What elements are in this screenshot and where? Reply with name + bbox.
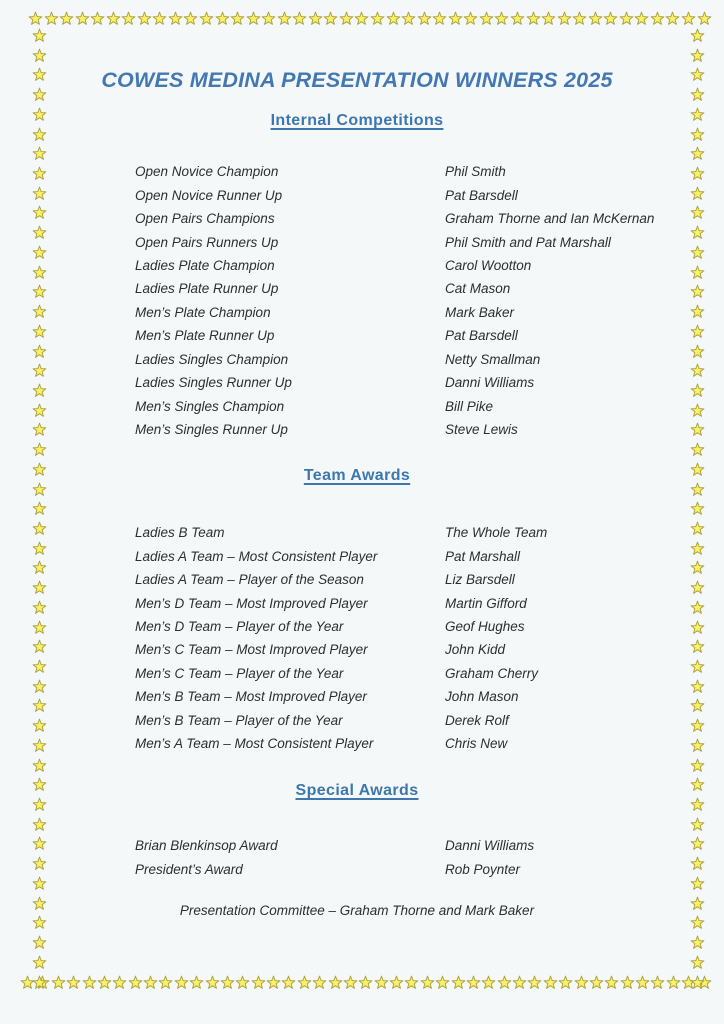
award-label: Men’s Singles Runner Up <box>135 422 288 438</box>
award-winner: Bill Pike <box>445 398 494 414</box>
award-winner: Graham Thorne and Ian McKernan <box>445 211 655 227</box>
star-icon <box>230 11 245 26</box>
award-label: Ladies A Team – Most Consistent Player <box>135 548 378 564</box>
star-icon <box>634 11 649 26</box>
star-icon <box>152 11 167 26</box>
star-icon <box>297 975 312 990</box>
award-winner: Geof Hughes <box>445 618 525 634</box>
star-icon <box>168 11 183 26</box>
section-heading-internal-competitions: Internal Competitions <box>270 112 444 129</box>
award-winner: Derek Rolf <box>445 712 509 728</box>
award-label: Ladies Singles Champion <box>135 351 289 367</box>
award-row <box>0 207 724 230</box>
award-label: Brian Blenkinsop Award <box>135 838 278 854</box>
star-icon <box>44 11 59 26</box>
star-icon <box>32 48 47 63</box>
award-row <box>0 301 724 324</box>
star-icon <box>158 975 173 990</box>
star-icon <box>386 11 401 26</box>
star-icon <box>205 975 220 990</box>
star-icon <box>665 11 680 26</box>
star-icon <box>401 11 416 26</box>
star-icon <box>481 975 496 990</box>
star-icon <box>389 975 404 990</box>
star-icon <box>404 975 419 990</box>
award-row <box>0 544 724 567</box>
award-label: Men’s B Team – Most Improved Player <box>135 689 367 705</box>
section-heading-team-awards: Team Awards <box>303 467 411 484</box>
award-row <box>0 685 724 708</box>
award-label: Men’s Singles Champion <box>135 398 285 414</box>
award-winner: Danni Williams <box>445 375 535 391</box>
star-icon <box>635 975 650 990</box>
star-icon <box>199 11 214 26</box>
star-border-bottom <box>20 974 712 990</box>
star-icon <box>432 11 447 26</box>
star-icon <box>690 28 705 43</box>
award-label: Men’s C Team – Most Improved Player <box>135 642 368 658</box>
star-icon <box>650 11 665 26</box>
section-heading-special-awards: Special Awards <box>295 782 419 799</box>
award-label: Ladies A Team – Player of the Season <box>135 572 364 588</box>
star-icon <box>603 11 618 26</box>
star-icon <box>75 11 90 26</box>
star-icon <box>435 975 450 990</box>
star-icon <box>90 11 105 26</box>
star-icon <box>690 975 705 990</box>
award-label: Open Pairs Runners Up <box>135 234 279 250</box>
award-row <box>0 394 724 417</box>
award-winner: John Kidd <box>445 642 506 658</box>
award-winner: Pat Marshall <box>445 548 521 564</box>
award-winner: Mark Baker <box>445 304 515 320</box>
star-icon <box>215 11 230 26</box>
star-icon <box>121 11 136 26</box>
star-icon <box>690 955 705 970</box>
award-row <box>0 834 724 857</box>
award-label: Men’s C Team – Player of the Year <box>135 665 344 681</box>
star-icon <box>697 11 712 26</box>
star-icon <box>543 975 558 990</box>
star-icon <box>59 11 74 26</box>
star-icon <box>189 975 204 990</box>
award-row <box>0 662 724 685</box>
star-icon <box>681 11 696 26</box>
star-icon <box>143 975 158 990</box>
star-icon <box>690 935 705 950</box>
page-title: COWES MEDINA PRESENTATION WINNERS 2025 <box>101 68 613 92</box>
award-row <box>0 160 724 183</box>
award-winner: Martin Gifford <box>445 595 527 611</box>
award-row <box>0 615 724 638</box>
star-icon <box>690 817 705 832</box>
star-border-top <box>28 10 712 26</box>
award-row <box>0 638 724 661</box>
award-label: Open Novice Runner Up <box>135 187 283 203</box>
award-winner: Graham Cherry <box>445 665 539 681</box>
star-icon <box>32 758 47 773</box>
award-label: Men’s A Team – Most Consistent Player <box>135 736 374 752</box>
star-icon <box>588 11 603 26</box>
special-awards-rows <box>0 834 724 881</box>
award-label: Ladies B Team <box>135 525 225 541</box>
star-icon <box>277 11 292 26</box>
star-icon <box>266 975 281 990</box>
star-icon <box>323 11 338 26</box>
star-icon <box>174 975 189 990</box>
star-icon <box>82 975 97 990</box>
star-icon <box>512 975 527 990</box>
award-row <box>0 709 724 732</box>
star-icon <box>374 975 389 990</box>
star-icon <box>235 975 250 990</box>
award-winner: Chris New <box>445 736 508 752</box>
award-winner: Danni Williams <box>445 838 535 854</box>
star-icon <box>183 11 198 26</box>
star-icon <box>650 975 665 990</box>
star-icon <box>541 11 556 26</box>
award-winner: Pat Barsdell <box>445 328 518 344</box>
star-icon <box>448 11 463 26</box>
star-icon <box>32 975 47 990</box>
award-label: Men’s Plate Runner Up <box>135 328 275 344</box>
award-row <box>0 324 724 347</box>
award-label: Open Novice Champion <box>135 164 279 180</box>
star-icon <box>339 11 354 26</box>
star-icon <box>343 975 358 990</box>
star-icon <box>66 975 81 990</box>
award-label: Men’s B Team – Player of the Year <box>135 712 343 728</box>
star-icon <box>32 442 47 457</box>
star-icon <box>526 11 541 26</box>
star-icon <box>292 11 307 26</box>
star-icon <box>32 955 47 970</box>
star-icon <box>112 975 127 990</box>
star-icon <box>510 11 525 26</box>
star-icon <box>220 975 235 990</box>
star-icon <box>28 11 43 26</box>
star-icon <box>246 11 261 26</box>
star-icon <box>527 975 542 990</box>
award-winner: The Whole Team <box>445 525 548 541</box>
star-icon <box>557 11 572 26</box>
star-icon <box>281 975 296 990</box>
award-row <box>0 857 724 880</box>
award-label: Ladies Singles Runner Up <box>135 375 292 391</box>
star-icon <box>354 11 369 26</box>
award-row <box>0 521 724 544</box>
star-icon <box>328 975 343 990</box>
star-icon <box>666 975 681 990</box>
star-icon <box>690 442 705 457</box>
star-icon <box>572 11 587 26</box>
star-icon <box>370 11 385 26</box>
star-icon <box>358 975 373 990</box>
award-winner: Liz Barsdell <box>445 572 515 588</box>
star-icon <box>97 975 112 990</box>
award-winner: Rob Poynter <box>445 861 521 877</box>
star-icon <box>558 975 573 990</box>
star-icon <box>251 975 266 990</box>
award-label: President’s Award <box>135 861 243 877</box>
award-label: Open Pairs Champions <box>135 211 275 227</box>
star-icon <box>690 501 705 516</box>
star-icon <box>466 975 481 990</box>
award-row <box>0 348 724 371</box>
award-label: Ladies Plate Runner Up <box>135 281 279 297</box>
star-icon <box>574 975 589 990</box>
award-label: Men’s Plate Champion <box>135 304 271 320</box>
star-icon <box>32 935 47 950</box>
star-icon <box>619 11 634 26</box>
award-row <box>0 183 724 206</box>
star-icon <box>497 975 512 990</box>
award-row <box>0 371 724 394</box>
star-icon <box>451 975 466 990</box>
star-icon <box>312 975 327 990</box>
award-label: Men’s D Team – Most Improved Player <box>135 595 368 611</box>
star-icon <box>420 975 435 990</box>
star-icon <box>620 975 635 990</box>
star-icon <box>479 11 494 26</box>
committee-line: Presentation Committee – Graham Thorne and Mark Baker <box>179 903 535 918</box>
award-row <box>0 230 724 253</box>
star-icon <box>32 817 47 832</box>
award-row <box>0 591 724 614</box>
award-row <box>0 277 724 300</box>
star-icon <box>463 11 478 26</box>
team-awards-rows <box>0 521 724 755</box>
star-icon <box>690 48 705 63</box>
star-icon <box>604 975 619 990</box>
award-winner: Pat Barsdell <box>445 187 518 203</box>
award-winner: Netty Smallman <box>445 351 541 367</box>
award-row <box>0 418 724 441</box>
star-icon <box>128 975 143 990</box>
star-icon <box>137 11 152 26</box>
star-icon <box>106 11 121 26</box>
star-icon <box>690 758 705 773</box>
award-label: Ladies Plate Champion <box>135 257 275 273</box>
internal-competitions-rows <box>0 160 724 441</box>
award-winner: John Mason <box>445 689 519 705</box>
star-icon <box>32 28 47 43</box>
award-row <box>0 568 724 591</box>
award-winner: Phil Smith <box>445 164 506 180</box>
star-icon <box>261 11 276 26</box>
star-icon <box>494 11 509 26</box>
award-winner: Steve Lewis <box>445 422 518 438</box>
award-winner: Carol Wootton <box>445 257 532 273</box>
star-icon <box>308 11 323 26</box>
award-row <box>0 254 724 277</box>
award-label: Men’s D Team – Player of the Year <box>135 618 344 634</box>
star-icon <box>51 975 66 990</box>
award-winner: Phil Smith and Pat Marshall <box>445 234 611 250</box>
award-winner: Cat Mason <box>445 281 511 297</box>
star-icon <box>589 975 604 990</box>
award-row <box>0 732 724 755</box>
star-icon <box>417 11 432 26</box>
star-icon <box>32 501 47 516</box>
